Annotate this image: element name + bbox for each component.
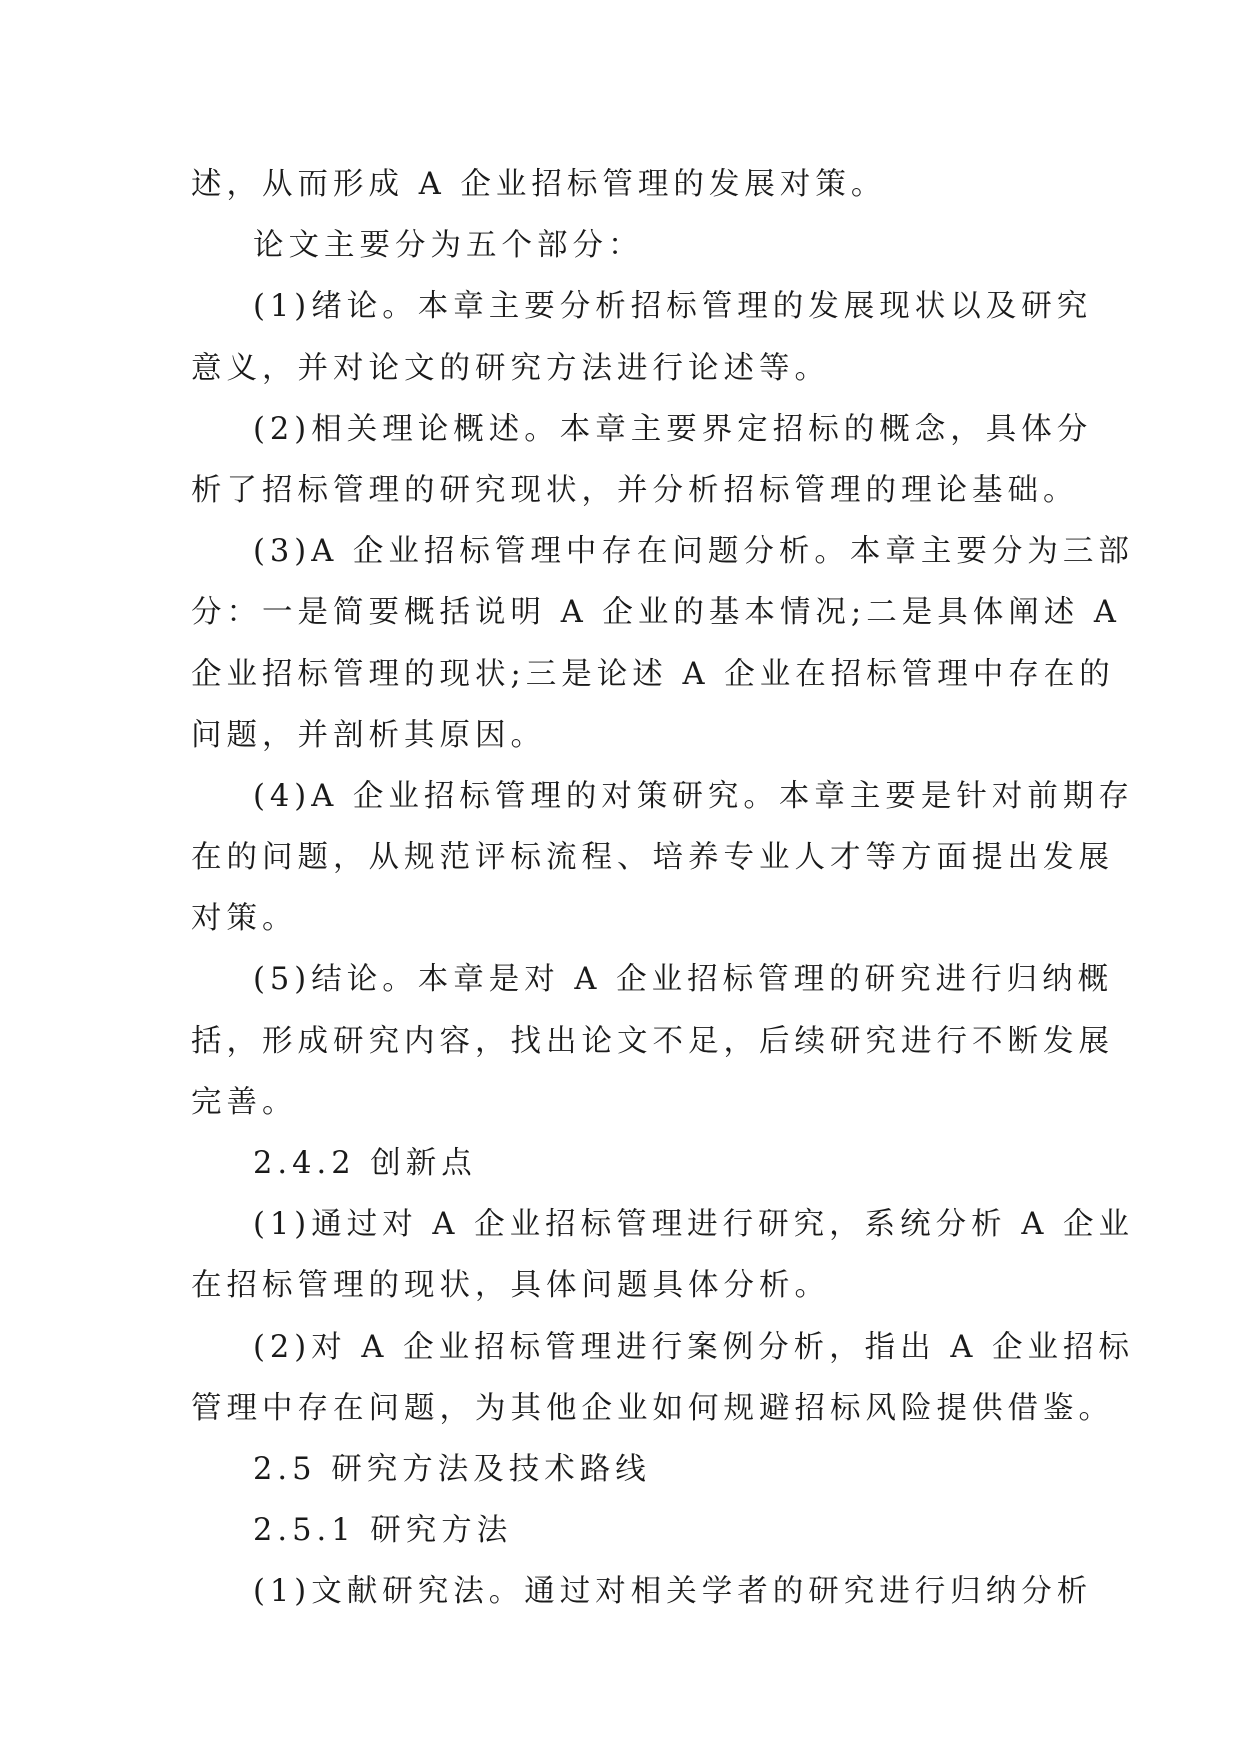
text-line: 分：一是简要概括说明 A 企业的基本情况;二是具体阐述 A bbox=[191, 595, 1121, 631]
text-line: 析了招标管理的研究现状，并分析招标管理的理论基础。 bbox=[191, 472, 1079, 508]
text-line: (3)A 企业招标管理中存在问题分析。本章主要分为三部 bbox=[253, 534, 1134, 570]
text-line: (2)相关理论概述。本章主要界定招标的概念，具体分 bbox=[253, 411, 1093, 447]
text-line: (1)通过对 A 企业招标管理进行研究，系统分析 A 企业 bbox=[253, 1207, 1135, 1243]
text-line: (5)结论。本章是对 A 企业招标管理的研究进行归纳概 bbox=[253, 962, 1114, 998]
text-line: 在的问题，从规范评标流程、培养专业人才等方面提出发展 bbox=[191, 840, 1114, 876]
section-heading: 2.4.2 创新点 bbox=[253, 1146, 477, 1181]
text-line: 述，从而形成 A 企业招标管理的发展对策。 bbox=[191, 167, 887, 202]
text-line: 意义，并对论文的研究方法进行论述等。 bbox=[191, 350, 830, 386]
text-line: 括，形成研究内容，找出论文不足，后续研究进行不断发展 bbox=[191, 1023, 1114, 1059]
text-line: 企业招标管理的现状;三是论述 A 企业在招标管理中存在的 bbox=[191, 656, 1115, 692]
text-line: 对策。 bbox=[191, 901, 298, 937]
section-heading: 2.5.1 研究方法 bbox=[253, 1513, 513, 1549]
text-line: (1)文献研究法。通过对相关学者的研究进行归纳分析 bbox=[253, 1574, 1093, 1610]
text-line: 论文主要分为五个部分： bbox=[253, 228, 644, 264]
text-line: 问题，并剖析其原因。 bbox=[191, 717, 546, 753]
section-heading: 2.5 研究方法及技术路线 bbox=[253, 1451, 651, 1487]
text-line: (4)A 企业招标管理的对策研究。本章主要是针对前期存 bbox=[253, 778, 1134, 814]
text-line: (1)绪论。本章主要分析招标管理的发展现状以及研究 bbox=[253, 289, 1093, 325]
text-line: 完善。 bbox=[191, 1084, 298, 1120]
text-line: 管理中存在问题，为其他企业如何规避招标风险提供借鉴。 bbox=[191, 1390, 1114, 1426]
body-text bbox=[191, 154, 1135, 1623]
text-line: (2)对 A 企业招标管理进行案例分析，指出 A 企业招标 bbox=[253, 1329, 1135, 1365]
text-line: 在招标管理的现状，具体问题具体分析。 bbox=[191, 1268, 830, 1304]
